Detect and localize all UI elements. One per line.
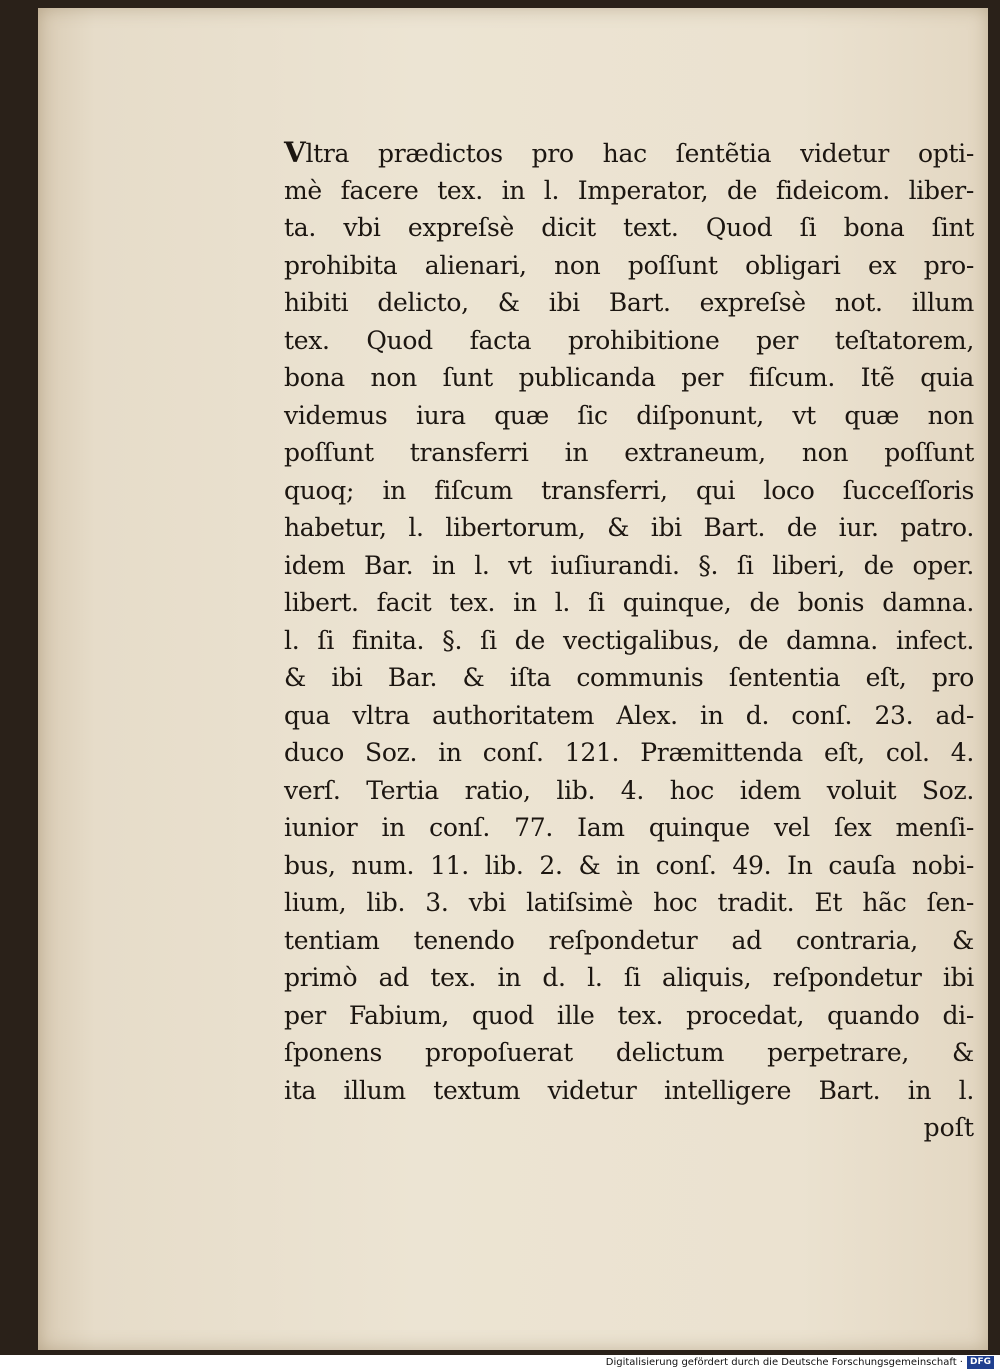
text-line: lium, lib. 3. vbi latiſsimè hoc tradit. Et hãc ſen- [284, 888, 974, 917]
text-line: per Fabium, quod ille tex. procedat, quando di- [284, 1000, 974, 1030]
text-line: Vltra prædictos pro hac ſentẽtia videtur opti- [284, 136, 974, 169]
text-line: bus, num. 11. lib. 2. & in conſ. 49. In cauſa nobi- [284, 850, 974, 880]
catchword: poſt [923, 1113, 974, 1142]
text-line: videmus iura quæ ſic diſponunt, vt quæ non [284, 400, 974, 430]
text-line: mè facere tex. in l. Imperator, de fideicom. liber- [284, 175, 974, 205]
text-line: quoq; in fiſcum transferri, qui loco ſucceſſoris [284, 475, 974, 505]
text-line: ita illum textum videtur intelligere Bart. in l. [284, 1075, 974, 1105]
text-line: poſſunt transferri in extraneum, non poſſunt [284, 438, 974, 467]
text-line: duco Soz. in conſ. 121. Præmittenda eſt, col. 4. [284, 738, 974, 767]
text-line: prohibita alienari, non poſſunt obligari ex pro- [284, 250, 974, 280]
dfg-logo-icon: DFG [967, 1356, 994, 1369]
book-page [38, 8, 988, 1350]
text-line: idem Bar. in l. vt iuſiurandi. §. ſi liberi, de oper. [284, 550, 974, 580]
text-line: ta. vbi expreſsè dicit text. Quod ſi bona ſint [284, 213, 974, 242]
text-line: & ibi Bar. & iſta communis ſententia eſt, pro [284, 663, 974, 692]
text-line: qua vltra authoritatem Alex. in d. conſ. 23. ad- [284, 700, 974, 730]
credit-text: Digitalisierung gefördert durch die Deutsche Forschungsgemeinschaft · [605, 1357, 963, 1368]
text-line: iunior in conſ. 77. Iam quinque vel ſex menſi- [284, 813, 974, 842]
text-line: verſ. Tertia ratio, lib. 4. hoc idem voluit Soz. [284, 775, 974, 805]
text-line: tex. Quod facta prohibitione per teſtatorem, [284, 325, 974, 355]
text-line: tentiam tenendo reſpondetur ad contraria, & [284, 925, 974, 955]
text-line: hibiti delicto, & ibi Bart. expreſsè not. illum [284, 288, 974, 317]
text-line: primò ad tex. in d. l. ſi aliquis, reſpondetur ibi [284, 963, 974, 992]
text-line: ſponens propoſuerat delictum perpetrare, & [284, 1038, 974, 1067]
digitization-credit [606, 1355, 994, 1370]
text-line: habetur, l. libertorum, & ibi Bart. de iur. patro. [284, 513, 974, 542]
text-line: bona non ſunt publicanda per fiſcum. Itẽ quia [284, 363, 974, 392]
text-line: libert. facit tex. in l. ſi quinque, de bonis damna. [284, 588, 974, 617]
body-text [284, 134, 974, 1147]
text-line: l. ſi finita. §. ſi de vectigalibus, de damna. infect. [284, 625, 974, 655]
